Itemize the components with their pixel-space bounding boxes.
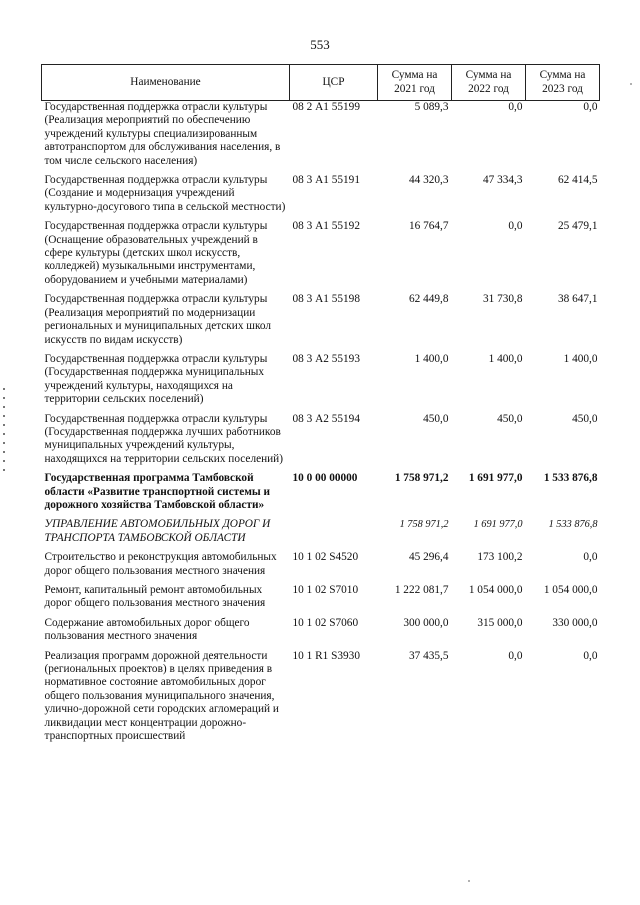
table-row [42, 101, 600, 175]
row-code: 08 3 А1 55191 [292, 174, 360, 187]
table-row [42, 650, 600, 750]
row-sum-2021: 45 296,4 [408, 551, 449, 564]
row-name: Государственная поддержка отрасли культуры (Государственная поддержка лучших работников муниципальных учреждений культуры, находящихся на территории сельских поселений) [44, 412, 283, 465]
table-row [42, 293, 600, 353]
table-row [42, 174, 600, 220]
row-sum-2022: 450,0 [497, 412, 523, 425]
row-sum-2022: 47 334,3 [482, 174, 523, 187]
table-row [42, 617, 600, 650]
row-sum-2023: 25 479,1 [557, 220, 598, 233]
row-sum-2021: 5 089,3 [414, 101, 449, 113]
row-name: Государственная поддержка отрасли культуры (Создание и модернизация учреждений культурно-досугового типа в сельской местности) [44, 174, 286, 213]
row-sum-2023: 62 414,5 [557, 174, 598, 187]
row-name: Содержание автомобильных дорог общего пользования местного значения [44, 616, 250, 643]
row-sum-2022: 0,0 [508, 649, 523, 662]
row-code: 08 3 А1 55192 [292, 220, 360, 233]
row-sum-2021: 16 764,7 [408, 220, 449, 233]
row-sum-2023: 1 400,0 [563, 352, 598, 365]
row-sum-2022: 31 730,8 [482, 293, 523, 306]
row-name: Ремонт, капитальный ремонт автомобильных дорог общего пользования местного значения [44, 584, 266, 610]
row-sum-2022: 0,0 [508, 220, 523, 233]
scan-speck [468, 880, 470, 882]
row-sum-2022: 1 400,0 [488, 352, 523, 365]
row-code: 10 1 02 S4520 [292, 551, 359, 564]
row-sum-2023: 38 647,1 [557, 293, 598, 306]
table-header-row [42, 65, 600, 101]
row-sum-2021: 300 000,0 [403, 616, 449, 629]
row-sum-2023: 1 533 876,8 [543, 472, 598, 485]
row-sum-2021: 37 435,5 [408, 649, 449, 662]
scan-margin-marks [2, 388, 8, 508]
row-sum-2022: 0,0 [508, 101, 523, 113]
header-sum-2023: Сумма на 2023 год [526, 65, 600, 101]
row-sum-2021: 1 222 081,7 [394, 584, 449, 596]
row-code: 10 1 02 S7010 [292, 584, 359, 596]
row-code: 08 3 А2 55193 [292, 352, 360, 365]
row-name: Строительство и реконструкция автомобильных дорог общего пользования местного значения [44, 551, 277, 577]
row-sum-2023: 0,0 [583, 649, 598, 662]
row-sum-2021: 450,0 [423, 412, 449, 425]
row-code: 08 3 А2 55194 [292, 412, 360, 425]
row-sum-2023: 330 000,0 [552, 616, 598, 629]
row-code: 10 1 02 S7060 [292, 616, 359, 629]
row-name: Государственная поддержка отрасли культуры (Реализация мероприятий по обеспечению учреждений культуры специализированным автотранспортом для обслуживания населения, в том числе сельского населения) [44, 101, 281, 167]
row-sum-2021: 44 320,3 [408, 174, 449, 187]
row-sum-2021: 62 449,8 [408, 293, 449, 306]
table-row [42, 220, 600, 293]
row-code: 10 1 R1 S3930 [292, 649, 360, 662]
header-sum-2021: Сумма на 2021 год [378, 65, 452, 101]
budget-table [41, 64, 600, 749]
table-row [42, 472, 600, 518]
row-code: 08 3 А1 55198 [292, 293, 360, 306]
page-number: 553 [310, 37, 330, 52]
row-sum-2021: 1 758 971,2 [399, 519, 449, 531]
row-sum-2023: 1 054 000,0 [543, 584, 598, 596]
row-code: 10 0 00 00000 [292, 472, 358, 485]
row-sum-2022: 1 691 977,0 [473, 519, 523, 531]
row-name: Государственная поддержка отрасли культуры (Оснащение образовательных учреждений в сфере культуры (детских школ искусств, колледжей) музыкальными инструментами, оборудованием и учебными материалами) [44, 220, 268, 286]
header-name: Наименование [42, 65, 290, 101]
row-name: Государственная программа Тамбовской области «Развитие транспортной системы и дорожного хозяйства Тамбовской области» [44, 472, 271, 511]
header-code: ЦСР [290, 65, 378, 101]
table-row [42, 353, 600, 413]
row-name: Реализация программ дорожной деятельности (региональных проектов) в целях приведения в нормативное состояние автомобильных дорог общего пользования муниципального значения, улично-дорожной сети городских агломераций и ликвидации мест концентрации дорожно-транспортных происшествий [44, 649, 279, 743]
table-row [42, 413, 600, 473]
row-sum-2023: 450,0 [572, 412, 598, 425]
scan-speck [630, 83, 632, 85]
row-sum-2021: 1 400,0 [414, 352, 449, 365]
table-row [42, 584, 600, 617]
row-sum-2022: 315 000,0 [477, 616, 523, 629]
table-row [42, 518, 600, 551]
row-sum-2023: 1 533 876,8 [548, 519, 598, 531]
row-name: Государственная поддержка отрасли культуры (Реализация мероприятий по модернизации региональных и муниципальных детских школ искусств по видам искусств) [44, 293, 272, 346]
table-row [42, 551, 600, 584]
row-sum-2021: 1 758 971,2 [394, 472, 449, 485]
row-sum-2022: 1 691 977,0 [468, 472, 523, 485]
row-code [290, 518, 378, 551]
table-body [42, 101, 600, 750]
row-sum-2023: 0,0 [583, 101, 598, 113]
row-sum-2022: 1 054 000,0 [468, 584, 523, 596]
row-sum-2023: 0,0 [583, 551, 598, 564]
row-code: 08 2 А1 55199 [292, 101, 360, 113]
row-sum-2022: 173 100,2 [477, 551, 523, 564]
row-name: Государственная поддержка отрасли культуры (Государственная поддержка муниципальных учреждений культуры, находящихся на территории сельских поселений) [44, 352, 268, 406]
row-name: УПРАВЛЕНИЕ АВТОМОБИЛЬНЫХ ДОРОГ И ТРАНСПОРТА ТАМБОВСКОЙ ОБЛАСТИ [44, 518, 271, 544]
header-sum-2022: Сумма на 2022 год [452, 65, 526, 101]
